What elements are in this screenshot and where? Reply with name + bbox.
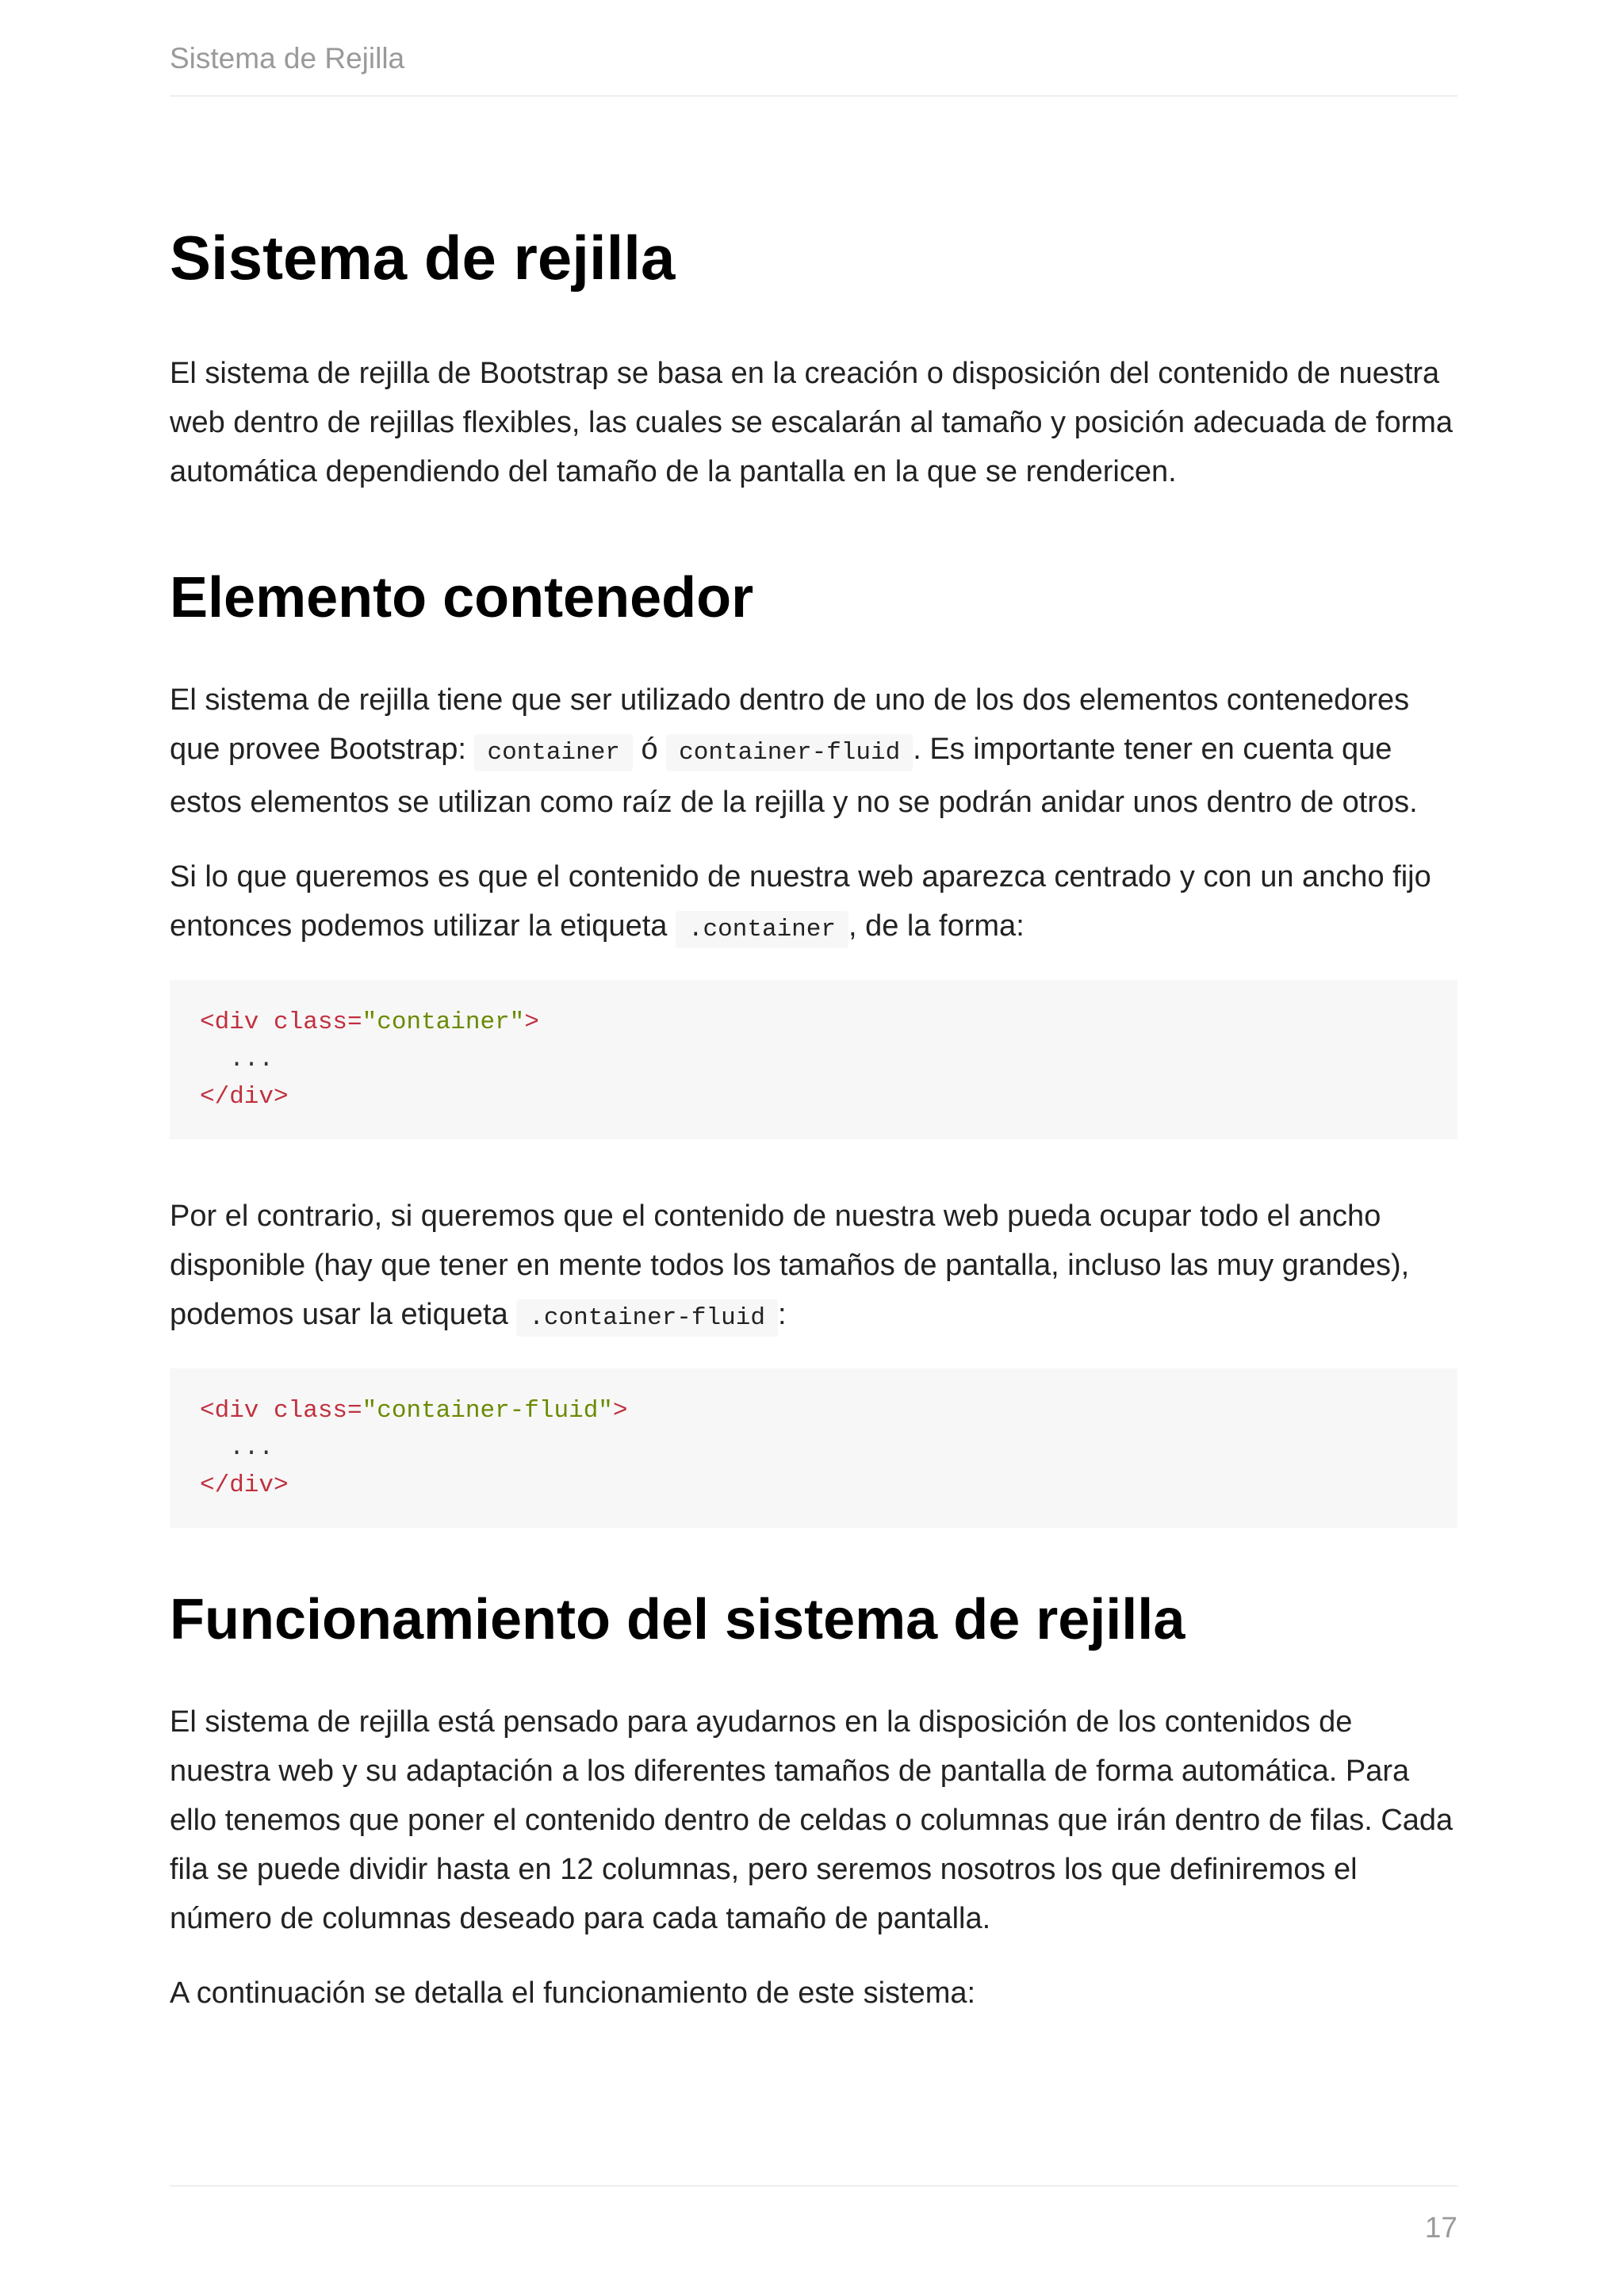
code-attr-value: "container" [362,1008,525,1036]
text-run: Si lo que queremos es que el contenido de nuestra web aparezca centrado y con un ancho fijo entonces podemos utilizar la etiqueta [170,860,1431,943]
code-block-container-fluid [170,1368,1457,1528]
text-run: El sistema de rejilla tiene que ser utilizado dentro de uno de los dos elementos contenedores que provee Bootstrap: [170,683,1410,766]
code-open-tag: <div [200,1397,259,1425]
text-run: : [777,1298,787,1331]
page-content [170,214,1457,2043]
contenedor-paragraph-3 [170,1192,1457,1343]
inline-code-container: container [474,734,632,771]
code-open-end: > [612,1397,628,1425]
text-run: Por el contrario, si queremos que el contenido de nuestra web pueda ocupar todo el ancho disponible (hay que tener en mente todos los tamaños de pantalla, incluso las muy grandes), podemos usar la etiqueta [170,1200,1410,1331]
code-block-container [170,980,1457,1139]
code-open-end: > [524,1008,539,1036]
text-run: . Es importante tener en cuenta que estos elementos se utilizan como raíz de la rejilla y no se podrán anidar unos dentro de otros. [170,733,1418,819]
code-attr: class= [259,1397,362,1425]
funcionamiento-paragraph-2: A continuación se detalla el funcionamiento de este sistema: [170,1976,976,2010]
contenedor-paragraph-2 [170,852,1457,955]
code-attr: class= [259,1008,362,1036]
code-close-tag: </div> [200,1471,289,1499]
inline-code-container-fluid: container-fluid [666,734,913,771]
code-body: ... [200,1046,274,1073]
code-body: ... [200,1434,274,1462]
inline-code-dot-container: .container [676,911,848,948]
code-close-tag: </div> [200,1083,289,1111]
text-run: , de la forma: [848,909,1025,943]
running-header-title: Sistema de Rejilla [170,42,405,75]
document-page [170,0,1457,2296]
page-number: 17 [1424,2211,1457,2244]
funcionamiento-paragraph-1: El sistema de rejilla está pensado para ayudarnos en la disposición de los contenidos de nuestra web y su adaptación a los diferentes tamaños de pantalla de forma automática. Para ello tenemos que poner el contenido dentro de celdas o columnas que irán dentro de filas. Cada fila se puede dividir hasta en 12 columnas, pero seremos nosotros los que definiremos el número de columnas deseado para cada tamaño de pantalla. [170,1705,1454,1935]
section-title-funcionamiento: Funcionamiento del sistema de rejilla [170,1588,1185,1651]
page-header [170,0,1457,97]
section-title-elemento-contenedor: Elemento contenedor [170,566,754,629]
section-title-sistema-de-rejilla: Sistema de rejilla [170,223,676,293]
intro-paragraph: El sistema de rejilla de Bootstrap se basa en la creación o disposición del contenido de nuestra web dentro de rejillas flexibles, las cuales se escalarán al tamaño y posición adecuada de forma automática dependiendo del tamaño de la pantalla en la que se rendericen. [170,357,1454,488]
contenedor-paragraph-1 [170,675,1457,827]
code-attr-value: "container-fluid" [362,1397,613,1425]
text-run: ó [632,733,667,766]
footer-divider [170,2185,1457,2187]
code-open-tag: <div [200,1008,259,1036]
inline-code-dot-container-fluid: .container-fluid [516,1299,778,1337]
